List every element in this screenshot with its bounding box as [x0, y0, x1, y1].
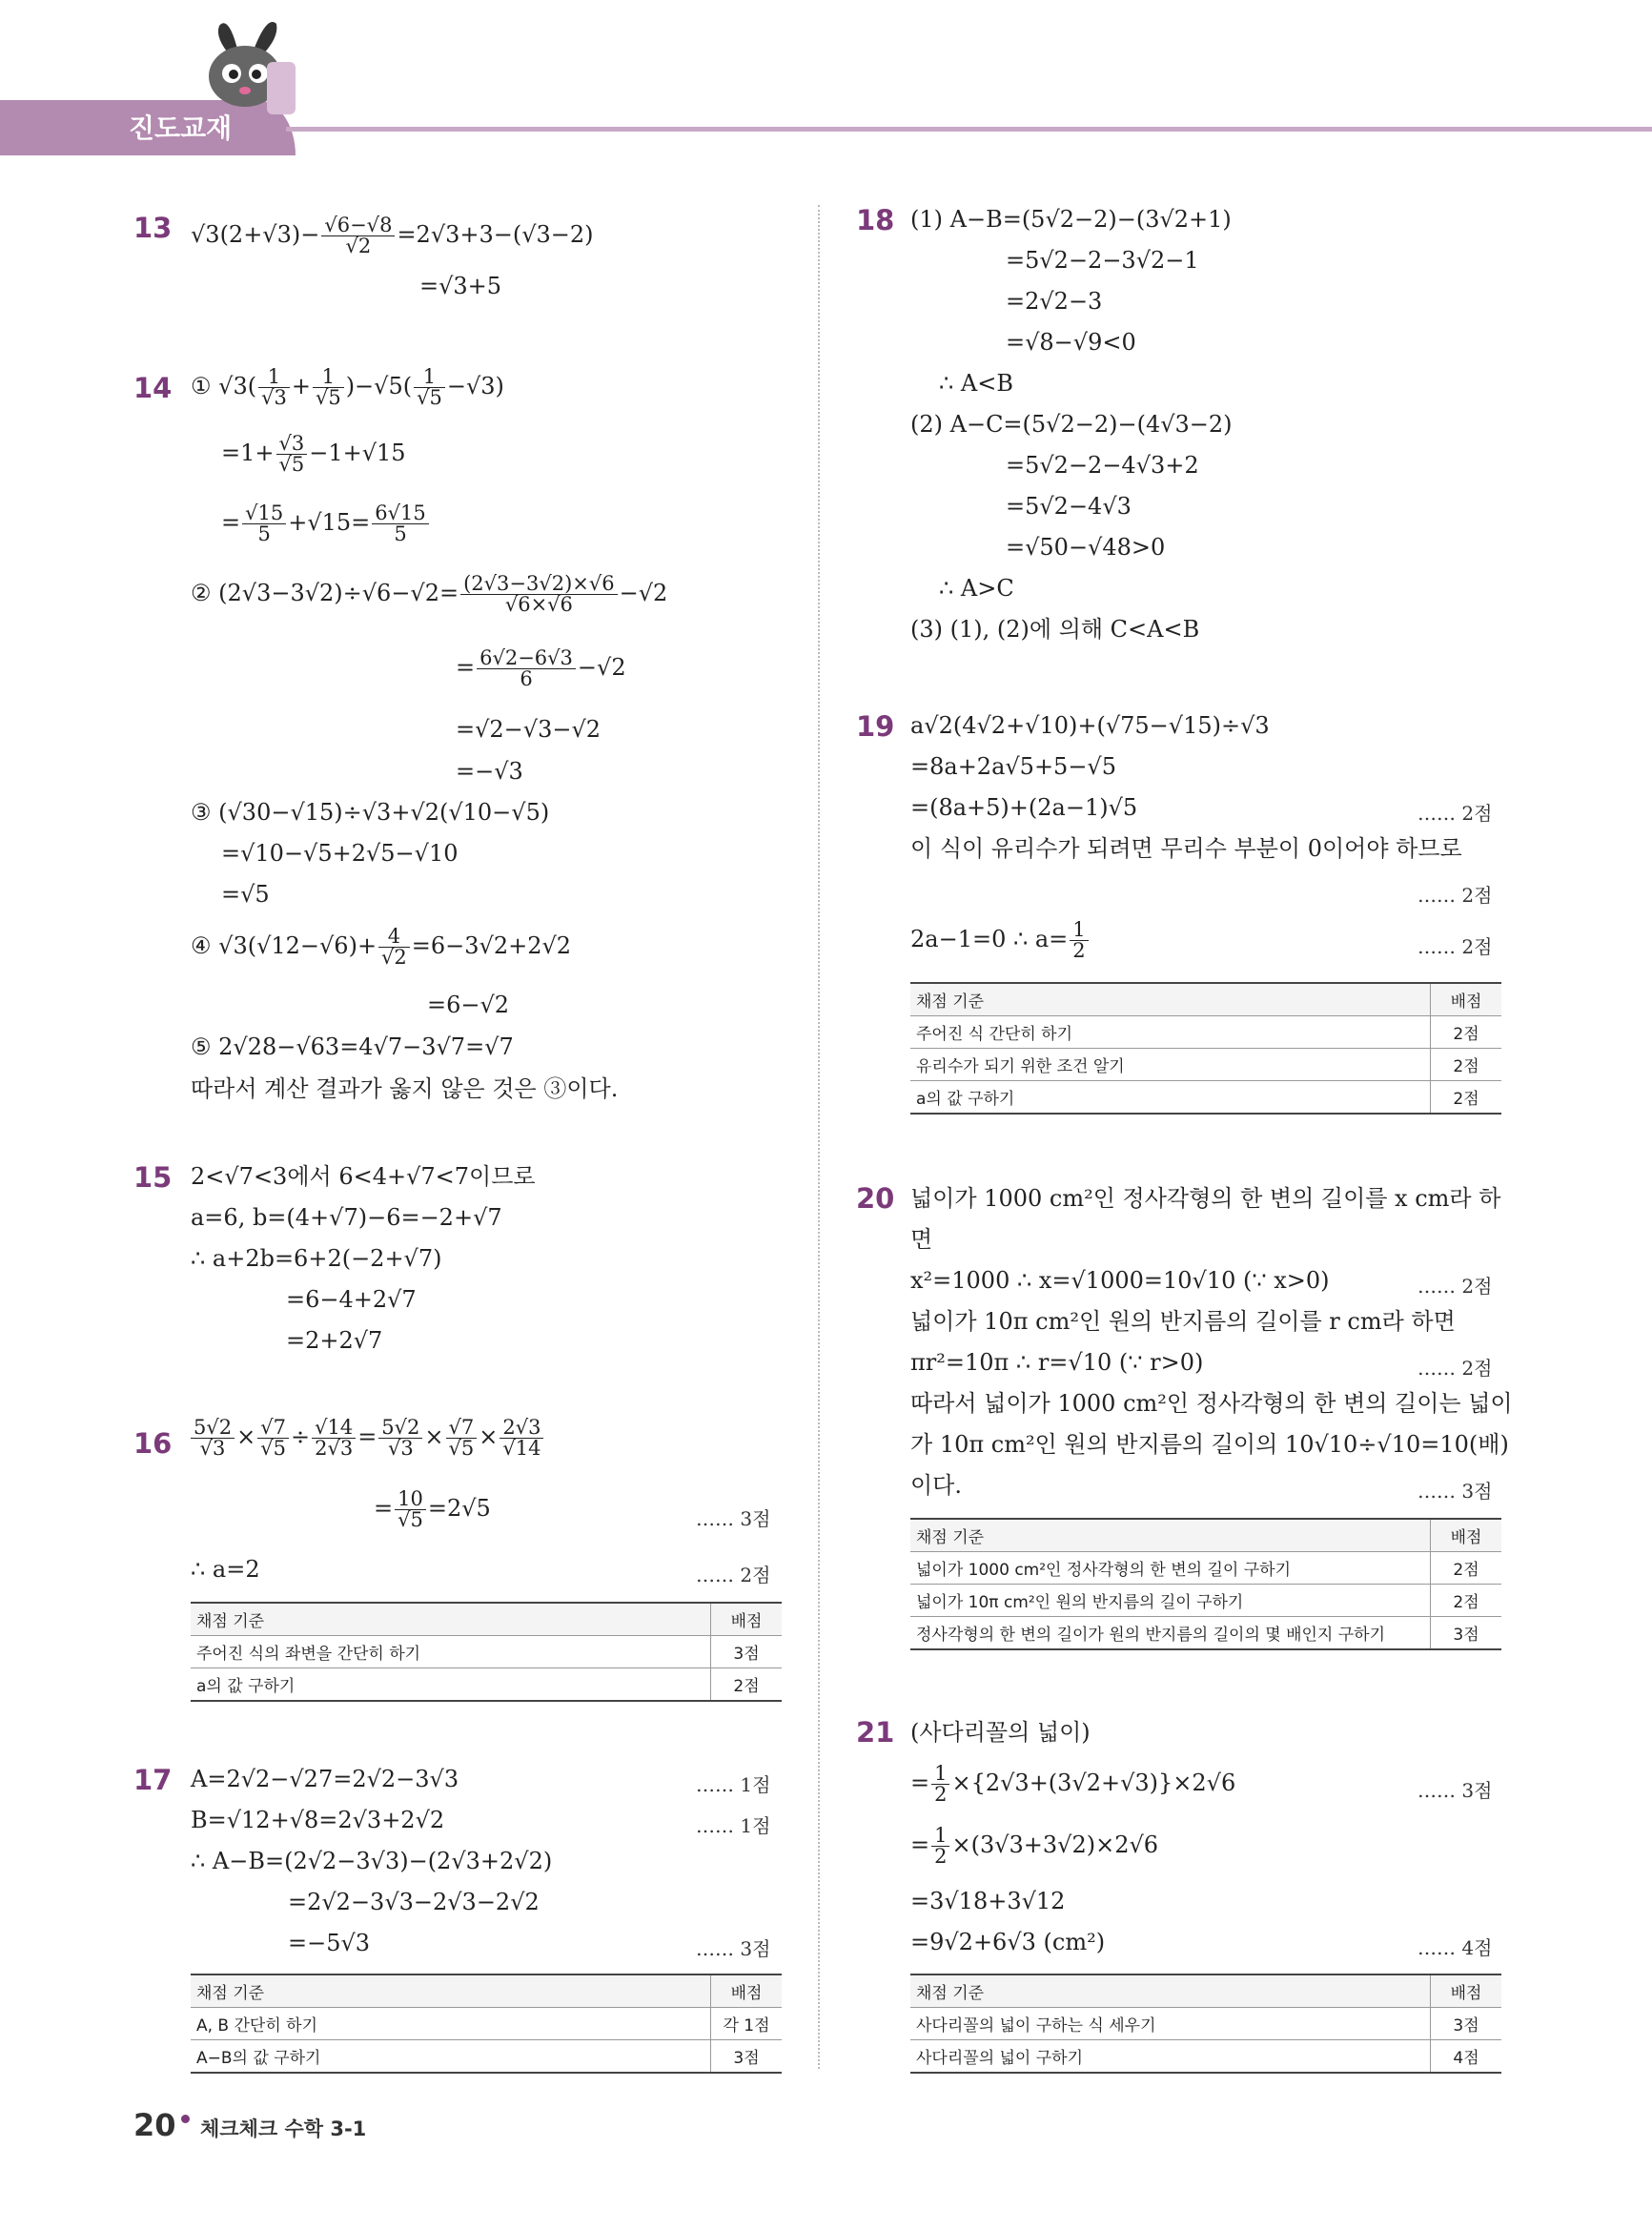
q21-line-3: = $\frac{1}{2}$ ×(3√3+3√2)×2√6: [910, 1824, 1159, 1868]
q14-line-4: ② (2√3−3√2)÷√6−√2= $\frac{(2√3-3√2)\times√6}{√6\times√6}$ −√2: [191, 572, 668, 616]
rubric-header: 배점: [1431, 1974, 1502, 2008]
q20-line-2: 면: [910, 1226, 933, 1253]
table-row: 유리수가 되기 위한 조건 알기 2점: [910, 1049, 1501, 1081]
rubric-header: 채점 기준: [191, 1974, 711, 2008]
question-number: 16: [133, 1427, 173, 1460]
q15-line-2: a=6, b=(4+√7)−6=−2+√7: [191, 1204, 502, 1231]
q20-line-4: 넓이가 10π cm²인 원의 반지름의 길이를 r cm라 하면: [910, 1308, 1456, 1335]
q21-line-4: =3√18+3√12: [910, 1888, 1066, 1914]
q18-line-10: ∴ A>C: [939, 575, 1014, 602]
q14-line-3: = $\frac{√15}{5}$ +√15= $\frac{6√15}{5}$: [221, 503, 431, 544]
q14-line-7: =−√3: [456, 758, 523, 785]
q17-line-1: A=2√2−√27=2√2−3√3: [191, 1766, 459, 1792]
q21-line-1: (사다리꼴의 넓이): [910, 1719, 1091, 1746]
question-number: 20: [856, 1182, 895, 1215]
q14-line-5: = $\frac{6√2-6√3}{6}$ −√2: [456, 646, 626, 690]
table-row: A−B의 값 구하기 3점: [191, 2040, 782, 2074]
q14-line-8: ③ (√30−√15)÷√3+√2(√10−√5): [191, 799, 550, 826]
q20-line-6: 따라서 넓이가 1000 cm²인 정사각형의 한 변의 길이는 넓이: [910, 1390, 1513, 1417]
score-point: …… 1점: [696, 1814, 771, 1837]
question-number: 21: [856, 1716, 895, 1749]
question-number: 18: [856, 204, 895, 236]
score-point: …… 3점: [696, 1937, 771, 1960]
score-point: …… 2점: [696, 1564, 771, 1586]
score-point: …… 3점: [1417, 1779, 1493, 1802]
q15-line-5: =2+2√7: [286, 1327, 383, 1354]
table-row: 넓이가 10π cm²인 원의 반지름의 길이 구하기 2점: [910, 1585, 1501, 1617]
q14-line-9: =√10−√5+2√5−√10: [221, 840, 459, 867]
q14-line-6: =√2−√3−√2: [456, 716, 602, 743]
q21-line-5: =9√2+6√3 (cm²): [910, 1929, 1106, 1955]
rubric-header: 채점 기준: [910, 1974, 1431, 2008]
q20-rubric-table: [910, 1518, 1501, 1650]
q20-line-1: 넓이가 1000 cm²인 정사각형의 한 변의 길이를 x cm라 하: [910, 1185, 1501, 1212]
rubric-header: 채점 기준: [191, 1603, 711, 1636]
q21-line-2: = $\frac{1}{2}$ ×{2√3+(3√2+√3)}×2√6: [910, 1762, 1236, 1806]
q14-line-10: =√5: [221, 881, 270, 908]
q17-line-2: B=√12+√8=2√3+2√2: [191, 1807, 445, 1833]
table-row: 주어진 식의 좌변을 간단히 하기 3점: [191, 1636, 782, 1668]
q15-line-3: ∴ a+2b=6+2(−2+√7): [191, 1245, 442, 1272]
q18-line-5: ∴ A<B: [939, 370, 1013, 397]
question-number: 13: [133, 212, 173, 244]
table-row: A, B 간단히 하기 각 1점: [191, 2008, 782, 2040]
table-row: 사다리꼴의 넓이 구하기 4점: [910, 2040, 1501, 2074]
q18-line-1: (1) A−B=(5√2−2)−(3√2+1): [910, 206, 1232, 233]
q18-line-7: =5√2−2−4√3+2: [1006, 452, 1199, 479]
question-number: 15: [133, 1161, 173, 1194]
q14-line-14: 따라서 계산 결과가 옳지 않은 것은 ③이다.: [191, 1075, 619, 1102]
question-number: 19: [856, 710, 895, 743]
header-label: 진도교재: [129, 113, 233, 144]
question-number: 14: [133, 372, 173, 404]
q17-rubric-table: [191, 1974, 782, 2074]
table-row: a의 값 구하기 2점: [191, 1668, 782, 1702]
q16-rubric-table: [191, 1602, 782, 1702]
table-row: 사다리꼴의 넓이 구하는 식 세우기 3점: [910, 2008, 1501, 2040]
score-point: …… 2점: [1417, 802, 1493, 825]
header-rule: [286, 127, 1652, 132]
q16-line-3: ∴ a=2: [191, 1556, 260, 1583]
page-number: 20: [133, 2107, 176, 2143]
q14-line-13: ⑤ 2√28−√63=4√7−3√7=√7: [191, 1033, 514, 1060]
q19-line-4: 이 식이 유리수가 되려면 무리수 부분이 0이어야 하므로: [910, 835, 1462, 862]
q20-line-5: πr²=10π ∴ r=√10 (∵ r>0): [910, 1349, 1204, 1376]
q14-line-2: =1+ $\frac{√3}{√5}$ −1+√15: [221, 432, 406, 476]
q16-line-1: $\frac{5√2}{√3}$ × $\frac{√7}{√5}$ ÷ $\frac{√14}{2√3}$ = $\frac{5√2}{√3}$ × $\frac{√7}{√5}$ × $\frac{2√3}{√14}$: [189, 1418, 545, 1459]
score-point: …… 2점: [1417, 1275, 1493, 1298]
q18-line-4: =√8−√9<0: [1006, 329, 1136, 356]
score-point: …… 2점: [1417, 1357, 1493, 1380]
rubric-header: 배점: [711, 1603, 783, 1636]
q18-line-3: =2√2−3: [1006, 288, 1103, 315]
table-row: 주어진 식 간단히 하기 2점: [910, 1016, 1501, 1049]
table-row: 넓이가 1000 cm²인 정사각형의 한 변의 길이 구하기 2점: [910, 1552, 1501, 1585]
q20-line-7: 가 10π cm²인 원의 반지름의 길이의 10√10÷√10=10(배): [910, 1431, 1509, 1458]
q20-line-3: x²=1000 ∴ x=√1000=10√10 (∵ x>0): [910, 1267, 1330, 1294]
q13-line-1: √3(2+√3)− $\frac{√6-√8}{√2}$ =2√3+3−(√3−2): [191, 214, 594, 257]
q19-line-5: 2a−1=0 ∴ a= $\frac{1}{2}$: [910, 920, 1091, 961]
score-point: …… 4점: [1417, 1936, 1493, 1959]
q19-line-3: =(8a+5)+(2a−1)√5: [910, 794, 1138, 821]
column-divider: [818, 205, 820, 2069]
q17-line-4: =2√2−3√3−2√3−2√2: [288, 1889, 540, 1915]
q21-rubric-table: [910, 1974, 1501, 2074]
rubric-header: 채점 기준: [910, 983, 1431, 1016]
q18-line-11: (3) (1), (2)에 의해 C<A<B: [910, 616, 1200, 643]
bullet-dot-icon: [181, 2115, 190, 2123]
q18-line-2: =5√2−2−3√2−1: [1006, 247, 1199, 274]
q15-line-1: 2<√7<3에서 6<4+√7<7이므로: [191, 1163, 536, 1190]
q15-line-4: =6−4+2√7: [286, 1286, 417, 1313]
q19-line-2: =8a+2a√5+5−√5: [910, 753, 1116, 780]
q17-line-3: ∴ A−B=(2√2−3√3)−(2√3+2√2): [191, 1848, 553, 1874]
score-point: …… 2점: [1417, 935, 1493, 958]
score-point: …… 1점: [696, 1773, 771, 1796]
q19-rubric-table: [910, 982, 1501, 1115]
table-row: a의 값 구하기 2점: [910, 1081, 1501, 1115]
question-number: 17: [133, 1764, 173, 1796]
score-point: …… 3점: [696, 1507, 771, 1530]
score-point: …… 2점: [1417, 884, 1493, 907]
q17-line-5: =−5√3: [288, 1930, 371, 1956]
book-title: 체크체크 수학 3-1: [200, 2117, 367, 2140]
rubric-header: 배점: [711, 1974, 783, 2008]
q16-line-2: = $\frac{10}{√5}$ =2√5: [374, 1487, 491, 1531]
q18-line-8: =5√2−4√3: [1006, 493, 1132, 520]
q18-line-9: =√50−√48>0: [1006, 534, 1166, 561]
rabbit-mascot-icon: [186, 14, 300, 119]
q20-line-8: 이다.: [910, 1472, 962, 1499]
table-row: 정사각형의 한 변의 길이가 원의 반지름의 길이의 몇 배인지 구하기 3점: [910, 1617, 1501, 1650]
q14-line-11: ④ √3(√12−√6)+ $\frac{4}{√2}$ =6−3√2+2√2: [191, 925, 572, 969]
q19-line-1: a√2(4√2+√10)+(√75−√15)÷√3: [910, 712, 1270, 739]
q14-line-1: ① √3( $\frac{1}{√3}$ + $\frac{1}{√5}$ )−√5( $\frac{1}{√5}$ −√3): [191, 365, 504, 409]
q14-line-12: =6−√2: [427, 992, 510, 1018]
q18-line-6: (2) A−C=(5√2−2)−(4√3−2): [910, 411, 1233, 438]
rubric-header: 배점: [1431, 1519, 1502, 1552]
q13-line-2: =√3+5: [419, 273, 502, 299]
score-point: …… 3점: [1417, 1480, 1493, 1503]
rubric-header: 채점 기준: [910, 1519, 1431, 1552]
rubric-header: 배점: [1431, 983, 1502, 1016]
